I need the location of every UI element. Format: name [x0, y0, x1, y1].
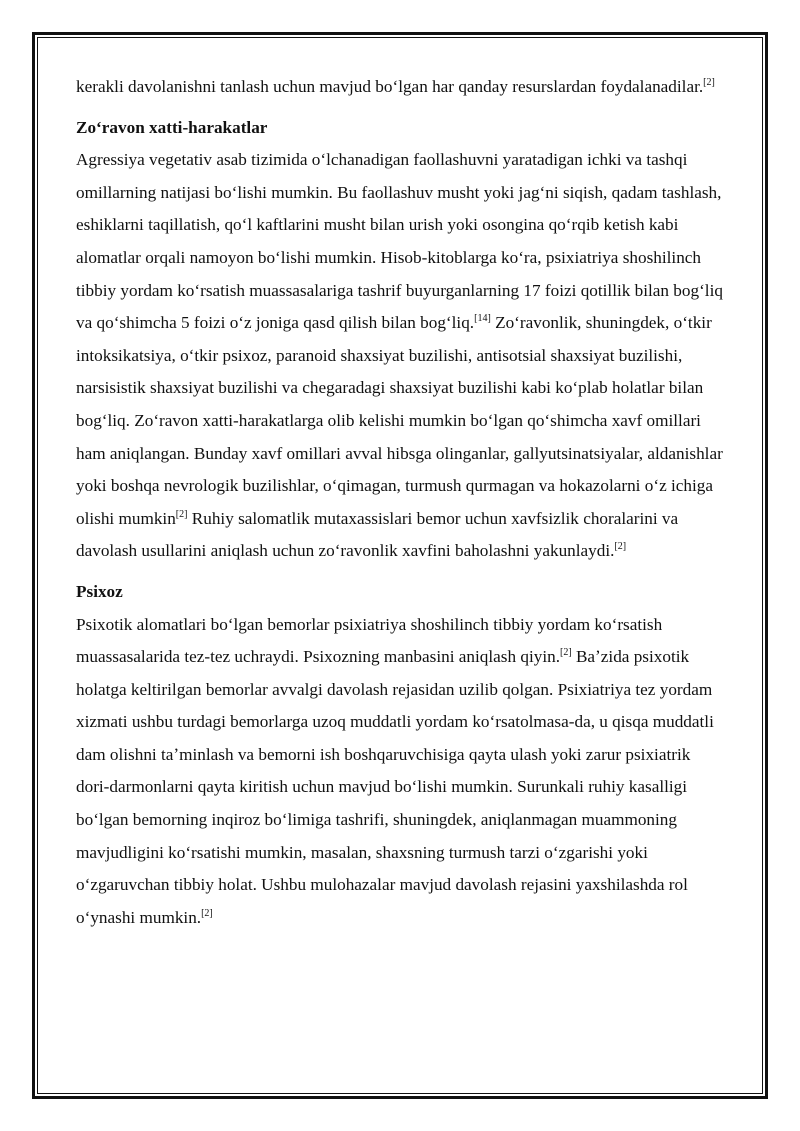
- violence-text-1: Agressiya vegetativ asab tizimida oʻlchanadigan faollashuvni yaratadigan ichki va tashqi omillarning natijasi boʻlishi mumkin. Bu faollashuv musht yoki jagʻni siqish, qadam tashlash, eshiklarni taqillatish, qoʻl kaftlarini musht bilan urish yoki osongina qoʻrqib ketish kabi alomatlar orqali namoyon boʻlishi mumkin. Hisob-kitoblarga koʻra, psixiatriya shoshilinch tibbiy yordam koʻrsatish muassasalariga tashrif buyurganlarning 17 foizi qotillik bilan bogʻliq va qoʻshimcha 5 foizi oʻz joniga qasd qilish bilan bogʻliq.: [76, 150, 723, 333]
- citation-ref: [2]: [560, 647, 572, 659]
- psychosis-paragraph: [76, 609, 726, 935]
- violence-text-3: Ruhiy salomatlik mutaxassislari bemor uchun xavfsizlik choralarini va davolash usullarini aniqlash uchun zoʻravonlik xavfini baholashni yakunlaydi.: [76, 508, 679, 561]
- intro-paragraph: [76, 71, 726, 104]
- violence-text-2: Zoʻravonlik, shuningdek, oʻtkir intoksikatsiya, oʻtkir psixoz, paranoid shaxsiyat buzilishi, antisotsial shaxsiyat buzilishi, narsisistik shaxsiyat buzilishi va chegaradagi shaxsiyat buzilishi kabi koʻplab holatlar bilan bogʻliq. Zoʻravon xatti-harakatlarga olib kelishi mumkin boʻlgan qoʻshimcha xavf omillari ham aniqlangan. Bunday xavf omillari avval hibsga olinganlar, gallyutsinatsiyalar, aldanishlar yoki boshqa nevrologik buzilishlar, oʻqimagan, turmush qurmagan va hokazolarni oʻz ichiga olishi mumkin: [76, 313, 723, 528]
- section-heading-violence: Zoʻravon xatti-harakatlar: [76, 117, 268, 137]
- citation-ref: [14]: [474, 313, 491, 325]
- section-heading-psychosis: Psixoz: [76, 581, 123, 601]
- psychosis-text-1: Psixotik alomatlari boʻlgan bemorlar psixiatriya shoshilinch tibbiy yordam koʻrsatish muassasalarida tez-tez uchraydi. Psixozning manbasini aniqlash qiyin.: [76, 614, 663, 667]
- violence-paragraph: [76, 144, 726, 568]
- citation-ref: [2]: [201, 907, 213, 919]
- citation-ref: [2]: [614, 541, 627, 553]
- intro-text: kerakli davolanishni tanlash uchun mavjud boʻlgan har qanday resurslardan foydalanadilar.: [76, 77, 704, 96]
- citation-ref: [2]: [175, 508, 188, 520]
- document-body: [76, 71, 726, 934]
- citation-ref: [2]: [703, 77, 715, 88]
- psychosis-text-2: Baʼzida psixotik holatga keltirilgan bemorlar avvalgi davolash rejasidan uzilib qolgan. Psixiatriya tez yordam xizmati ushbu turdagi bemorlarga uzoq muddatli yordam koʻrsatolmasa-da, u qisqa muddatli dam olishni taʼminlash va bemorni ish boshqaruvchisiga qayta ulash yoki zarur psixiatrik dori-darmonlarni qayta kiritish uchun mavjud boʻlishi mumkin. Surunkali ruhiy kasalligi boʻlgan bemorning inqiroz boʻlimiga tashrifi, shuningdek, aniqlanmagan muammoning mavjudligini koʻrsatishi mumkin, masalan, shaxsning turmush tarzi oʻzgarishi yoki oʻzgaruvchan tibbiy holat. Ushbu mulohazalar mavjud davolash rejasini yaxshilashda rol oʻynashi mumkin.: [76, 647, 714, 927]
